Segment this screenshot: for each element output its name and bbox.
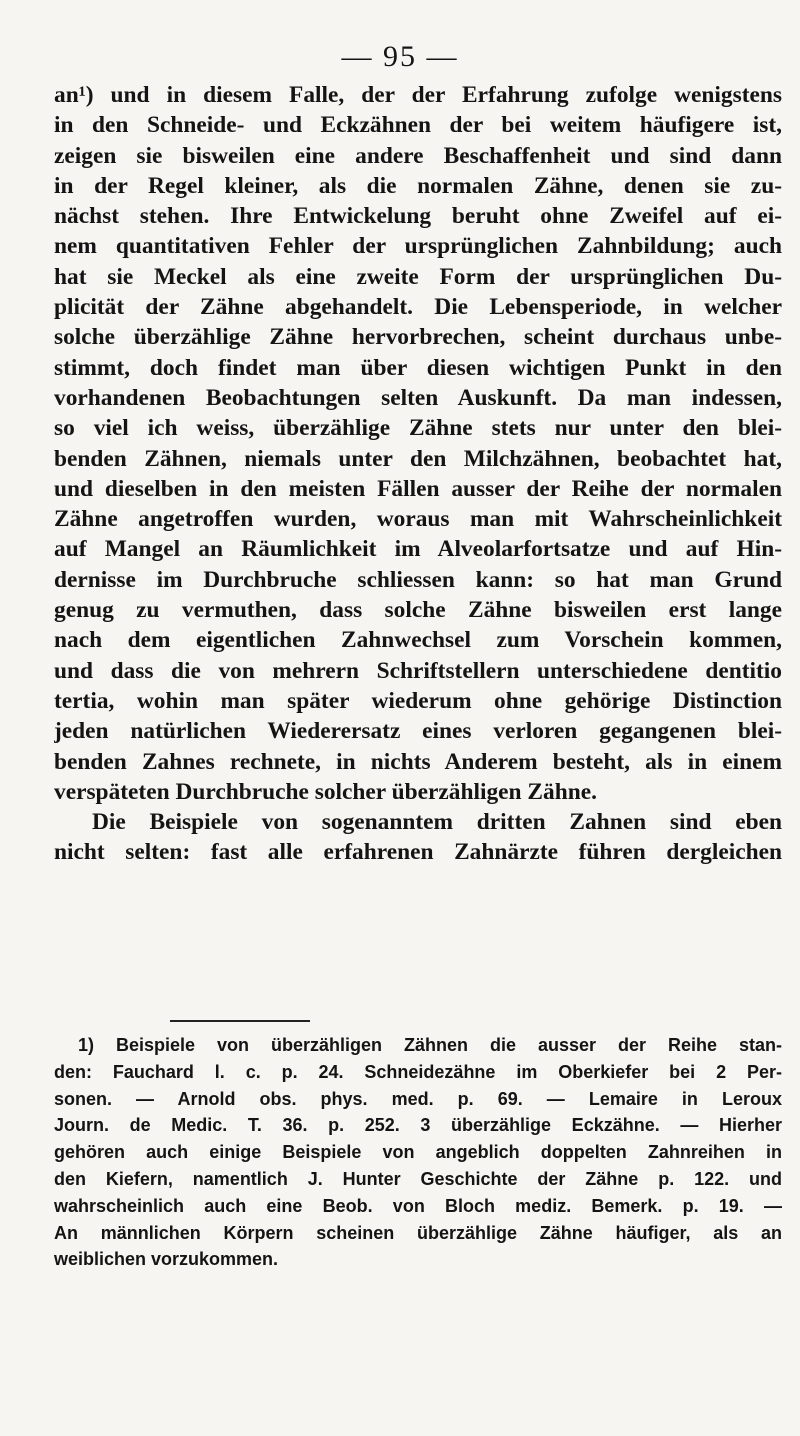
text-line: an¹) und in diesem Falle, der der Erfahrung zufolge wenigstens xyxy=(54,82,782,108)
text-line: stimmt, doch findet man über diesen wichtigen Punkt in den xyxy=(54,354,782,381)
text-line: nicht selten: fast alle erfahrenen Zahnärzte führen dergleichen xyxy=(54,839,782,866)
text-line: hat sie Meckel als eine zweite Form der ursprünglichen Du- xyxy=(54,263,782,290)
text-line: in den Schneide- und Eckzähnen der bei weitem häufigere ist, xyxy=(54,112,782,139)
footnote-line: wahrscheinlich auch eine Beob. von Bloch mediz. Bemerk. p. 19. — xyxy=(54,1195,782,1216)
main-text xyxy=(54,80,782,868)
text-line: nach dem eigentlichen Zahnwechsel zum Vorschein kommen, xyxy=(54,627,782,654)
text-line: so viel ich weiss, überzählige Zähne stets nur unter den blei- xyxy=(54,415,782,442)
text-line: tertia, wohin man später wiederum ohne gehörige Distinction xyxy=(54,687,782,714)
text-line: und dieselben in den meisten Fällen ausser der Reihe der normalen xyxy=(54,475,782,502)
footnote-line: 1) Beispiele von überzähligen Zähnen die ausser der Reihe stan- xyxy=(78,1035,782,1055)
footnote-line: An männlichen Körpern scheinen überzählige Zähne häufiger, als an xyxy=(54,1222,782,1243)
footnote-line: sonen. — Arnold obs. phys. med. p. 69. — Lemaire in Leroux xyxy=(54,1088,782,1109)
text-line: benden Zähnen, niemals unter den Milchzähnen, beobachtet hat, xyxy=(54,445,782,472)
text-line: Zähne angetroffen wurden, woraus man mit Wahrscheinlichkeit xyxy=(54,506,782,533)
text-line: verspäteten Durchbruche solcher überzähligen Zähne. xyxy=(54,778,597,805)
text-line: nem quantitativen Fehler der ursprünglichen Zahnbildung; auch xyxy=(54,233,782,260)
text-line: und dass die von mehrern Schriftstellern unterschiedene dentitio xyxy=(54,657,782,684)
page-number: — 95 — xyxy=(341,40,459,73)
footnote-line: Journ. de Medic. T. 36. p. 252. 3 überzählige Eckzähne. — Hierher xyxy=(54,1115,782,1136)
text-line: in der Regel kleiner, als die normalen Zähne, denen sie zu- xyxy=(54,172,782,199)
footnote-separator xyxy=(170,1020,310,1022)
text-line: dernisse im Durchbruche schliessen kann: so hat man Grund xyxy=(54,566,782,593)
text-line: jeden natürlichen Wiederersatz eines verloren gegangenen blei- xyxy=(54,718,782,745)
text-line: benden Zahnes rechnete, in nichts Anderem besteht, als in einem xyxy=(54,748,782,775)
text-line: vorhandenen Beobachtungen selten Auskunft. Da man indessen, xyxy=(54,384,782,411)
text-line: plicität der Zähne abgehandelt. Die Lebensperiode, in welcher xyxy=(54,294,782,321)
footnote-line: den: Fauchard l. c. p. 24. Schneidezähne im Oberkiefer bei 2 Per- xyxy=(54,1061,782,1082)
text-line: nächst stehen. Ihre Entwickelung beruht ohne Zweifel auf ei- xyxy=(54,203,782,230)
text-line: zeigen sie bisweilen eine andere Beschaffenheit und sind dann xyxy=(54,142,782,169)
text-line: solche überzählige Zähne hervorbrechen, scheint durchaus unbe- xyxy=(54,324,782,351)
footnote-line: weiblichen vorzukommen. xyxy=(54,1249,279,1270)
text-line: Die Beispiele von sogenanntem dritten Zahnen sind eben xyxy=(92,809,782,836)
text-line: genug zu vermuthen, dass solche Zähne bisweilen erst lange xyxy=(54,597,782,624)
text-line: auf Mangel an Räumlichkeit im Alveolarfortsatze und auf Hin- xyxy=(54,536,782,563)
footnote-line: den Kiefern, namentlich J. Hunter Geschichte der Zähne p. 122. und xyxy=(54,1168,782,1189)
footnote xyxy=(54,1032,782,1273)
footnote-line: gehören auch einige Beispiele von angeblich doppelten Zahnreihen in xyxy=(54,1142,782,1163)
